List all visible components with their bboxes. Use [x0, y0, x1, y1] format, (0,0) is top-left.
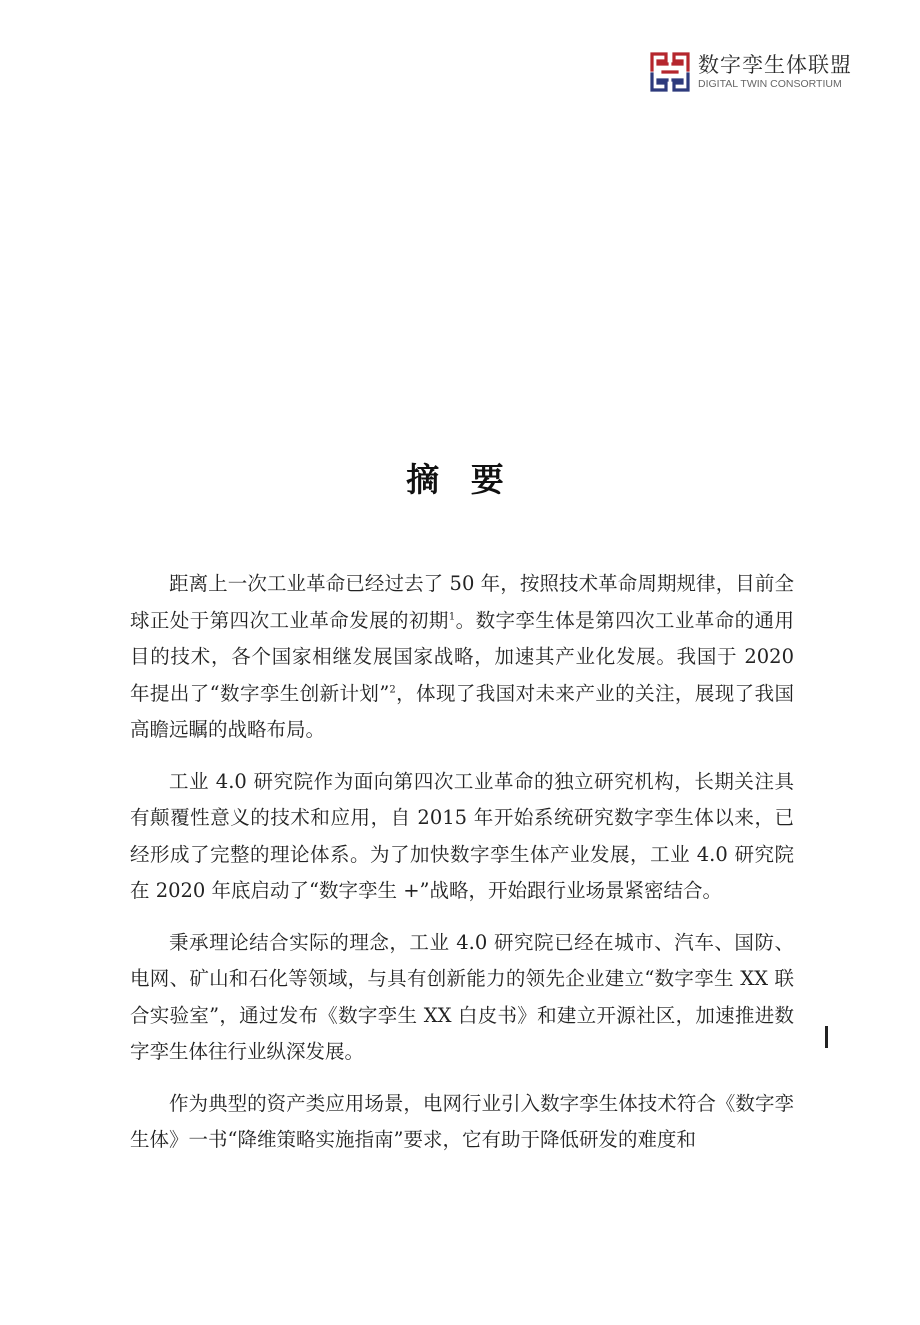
- paragraph-1-text-c: ，体现了我国对未来产业的关注，展现了我国高瞻远瞩的战略布局。: [130, 681, 794, 741]
- paragraph-2: [130, 764, 794, 910]
- paragraph-1: [130, 566, 794, 749]
- consortium-logo: [648, 50, 852, 94]
- logo-english-name: DIGITAL TWIN CONSORTIUM: [698, 78, 842, 90]
- logo-text: [698, 53, 852, 91]
- paragraph-1-text-b: 。数字孪生体是第四次工业革命的通用目的技术，各个国家相继发展国家战略，加速其产业化发展。我国于 2020 年提出了“数字孪生创新计划”: [130, 608, 794, 705]
- paragraph-2-text: 工业 4.0 研究院作为面向第四次工业革命的独立研究机构，长期关注具有颠覆性意义的技术和应用，自 2015 年开始系统研究数字孪生体以来，已经形成了完整的理论体系。为了加快数字孪生体产业发展，工业 4.0 研究院在 2020 年底启动了“数字孪生 +”战略，开始跟行业场景紧密结合。: [130, 769, 794, 902]
- abstract-body: [130, 566, 794, 1174]
- logo-chinese-name: 数字孪生体联盟: [698, 53, 852, 77]
- paragraph-4-text: 作为典型的资产类应用场景，电网行业引入数字孪生体技术符合《数字孪生体》一书“降维策略实施指南”要求，它有助于降低研发的难度和: [130, 1091, 794, 1151]
- paragraph-4: [130, 1086, 794, 1159]
- page-number: [825, 1026, 828, 1048]
- footnote-ref-1[interactable]: 1: [448, 611, 456, 622]
- logo-mark-icon: [648, 50, 692, 94]
- paragraph-3: [130, 925, 794, 1071]
- footnote-ref-2[interactable]: 2: [389, 684, 396, 695]
- paragraph-3-text: 秉承理论结合实际的理念，工业 4.0 研究院已经在城市、汽车、国防、电网、矿山和石化等领域，与具有创新能力的领先企业建立“数字孪生 XX 联合实验室”，通过发布《数字孪生 XX 白皮书》和建立开源社区，加速推进数字孪生体往行业纵深发展。: [130, 930, 794, 1063]
- page-title: 摘 要: [406, 460, 514, 499]
- paragraph-1-text-a: 距离上一次工业革命已经过去了 50 年，按照技术革命周期规律，目前全球正处于第四次工业革命发展的初期: [130, 572, 794, 632]
